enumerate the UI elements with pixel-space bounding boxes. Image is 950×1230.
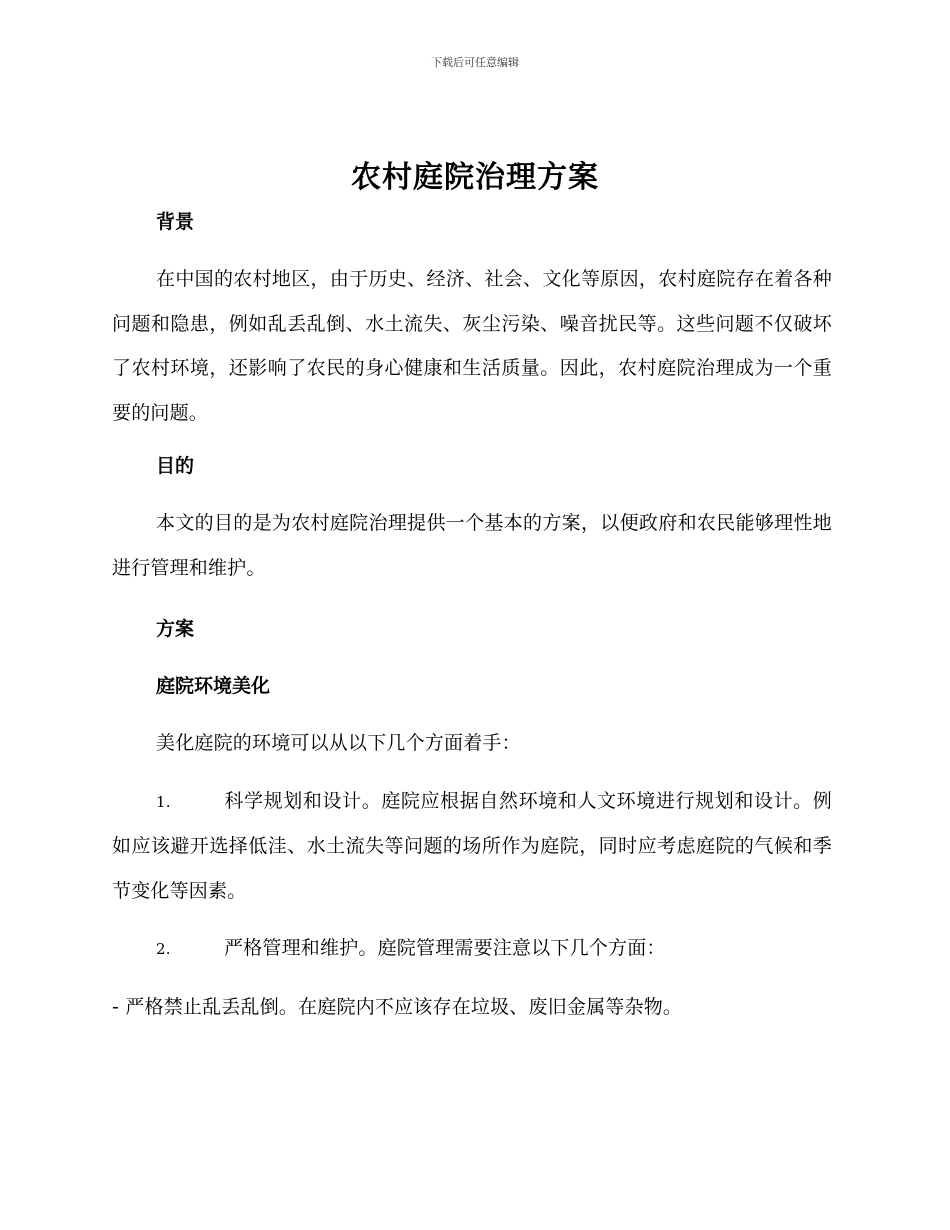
list-item-2-number: 2. xyxy=(156,940,171,958)
heading-purpose: 目的 xyxy=(156,455,195,477)
dash-item-1: - 严格禁止乱丢乱倒。在庭院内不应该存在垃圾、废旧金属等杂物。 xyxy=(112,995,683,1018)
paragraph-purpose: 本文的目的是为农村庭院治理提供一个基本的方案，以便政府和农民能够理性地进行管理和维护。 xyxy=(112,512,832,579)
paragraph-background: 在中国的农村地区，由于历史、经济、社会、文化等原因，农村庭院存在着各种问题和隐患，例如乱丢乱倒、水土流失、灰尘污染、噪音扰民等。这些问题不仅破坏了农村环境，还影响了农民的身心健康和生活质量。因此，农村庭院治理成为一个重要的问题。 xyxy=(112,268,832,424)
heading-beautify: 庭院环境美化 xyxy=(156,675,271,697)
heading-background: 背景 xyxy=(156,211,195,233)
list-item-1 xyxy=(112,779,832,914)
page-header-note: 下载后可任意编辑 xyxy=(431,56,519,69)
list-item-2 xyxy=(112,926,832,972)
document-title: 农村庭院治理方案 xyxy=(351,160,599,195)
heading-plan: 方案 xyxy=(156,618,195,640)
list-item-2-text: 严格管理和维护。庭院管理需要注意以下几个方面： xyxy=(224,937,666,959)
list-item-1-text: 科学规划和设计。庭院应根据自然环境和人文环境进行规划和设计。例如应该避开选择低洼、水土流失等问题的场所作为庭院，同时应考虑庭院的气候和季节变化等因素。 xyxy=(112,789,832,902)
paragraph-beautify-intro: 美化庭院的环境可以从以下几个方面着手： xyxy=(156,732,521,754)
list-item-1-number: 1. xyxy=(156,792,171,811)
document-body xyxy=(112,205,832,1029)
